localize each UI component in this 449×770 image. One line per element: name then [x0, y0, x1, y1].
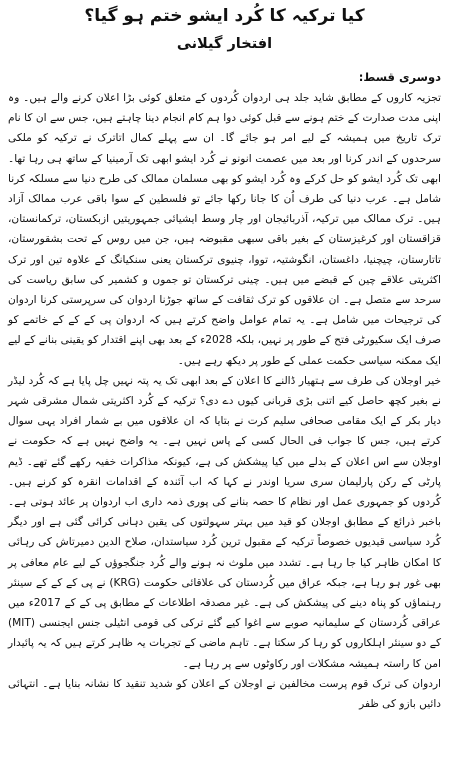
- article-paragraph: تجزیہ کاروں کے مطابق شاید جلد ہی اردوان کُردوں کے متعلق کوئی بڑا اعلان کرنے والے ہیں۔ وہ اپنی مدت صدارت کے ختم ہونے سے قبل کوئی دوا ہم کام انجام دینا چاہتے ہیں، جس سے ان کا نام ترک تاریخ میں ہمیشہ کے لیے امر ہو جائے گا۔ ان سے پہلے کمال اتاترک نے ترکیہ کو ملکی سرحدوں کے اندر کرنا اور بعد میں عصمت انونو نے کُرد ایشو ابھی تک آرمینیا کے ساتھ ہی رہا تھا۔ ابھی تک کُرد ایشو کو حل کرکے وہ کُرد ایشو کو بھی مسلمان ممالک کی طرح دنیا سے مسلکہ کرنا شامل ہے۔ عرب دنیا کی طرف اُن کا جانا رکھا جائے تو فلسطین کے سوا باقی عرب ممالک آزاد ہیں۔ ترک ممالک میں ترکیہ، آذربائیجان اور چار وسط ایشیائی جمہوریتیں ازبکستان، ترکمانستان، قزاقستان اور کرغیزستان کے بغیر باقی سبھی مقبوضہ ہیں، جن میں روس کے تحت بشقورستان، تاتارستان، چیچنیا، داغستان، انگوشتیہ، تووا، چنیوی ترکستان یعنی سنکیانگ کے علاوہ تین اور ترک اکثریتی علاقے چین کے قبضے میں ہیں۔ چینی ترکستان تو جموں و کشمیر کی سابق ریاست کی سرحد سے متصل ہے۔ ان علاقوں کو ترک ثقافت کے ساتھ جوڑنا اردوان کی سرپرستی کرنا اردوان کی ترجیحات میں شامل ہے۔ یہ تمام عوامل واضح کرتے ہیں کہ اردوان پی کے کے کے خاتمے کو صرف ایک سکیورٹی فتح کے طور پر نہیں، بلکہ 2028ء کے بعد بھی اپنے اقتدار کو یقینی بنانے کے لیے ایک ممکنہ سیاسی حکمت عملی کے طور پر دیکھ رہے ہیں۔: [8, 92, 442, 367]
- article-paragraph: خیر اوجلان کی طرف سے ہتھیار ڈالنے کا اعلان کے بعد ابھی تک یہ پتہ نہیں چل پایا ہے کہ کُرد لیڈر نے بغیر کچھ حاصل کیے اتنی بڑی قربانی کیوں دے دی؟ ترکیہ کے کُرد اکثریتی شمال مشرقی شہر دیار بکر کے ایک مقامی صحافی سلیم کرت نے بتایا کہ ان علاقوں میں بے شمار افراد یہی سوال کرتے ہیں، جس کا جواب فی الحال کسی کے پاس نہیں ہے۔ یہ واضح نہیں ہے کہ حکومت نے اوجلان سے اس اعلان کے بدلے میں کیا پیشکش کی ہے، کیونکہ مذاکرات خفیہ رکھے گئے تھے۔ ڈیم پارٹی کے رکن پارلیمان سری سریا اوندر نے کہا کہ اب آئندہ کے اقدامات انقرہ کو کرنے ہیں۔ کُردوں کو جمہوری عمل اور نظام کا حصہ بنانے کی پوری ذمہ داری اب اردوان پر عائد ہوتی ہے۔ باخبر ذرائع کے مطابق اوجلان کو قید میں بہتر سہولتوں کی یقین دہانی کرائی گئی ہے اور دیگر کُرد سیاسی قیدیوں خصوصاً ترکیہ کے مقبول ترین کُرد سیاستدان، صلاح الدین دمیرتاش کی رہائی کا امکان ظاہر کیا جا رہا ہے۔ تشدد میں ملوث نہ ہونے والے کُرد جنگجوؤں کے لیے عام معافی پر بھی غور ہو رہا ہے، جبکہ عراق میں کُردستان کی علاقائی حکومت (KRG) نے پی کے کے کے سینئر رہنماؤں کو پناہ دینے کی پیشکش کی ہے۔ غیر مصدقہ اطلاعات کے مطابق پی کے کے 2017ء میں عراقی کُردستان کے سلیمانیہ صوبے سے اغوا کیے گئے ترکی کی قومی انٹیلی جنس ایجنسی (MIT) کے دو سینئر اہلکاروں کو رہا کر سکتا ہے۔ تاہم ماضی کے تجربات یہ ظاہر کرتے ہیں کہ یہ پائیدار امن کا راستہ ہمیشہ مشکلات اور رکاوٹوں سے پر رہا ہے۔: [8, 374, 441, 670]
- article-headline: کیا ترکیہ کا کُرد ایشو ختم ہو گیا؟: [84, 6, 365, 26]
- article-paragraph: اردوان کی ترک قوم پرست مخالفین نے اوجلان کے اعلان کو شدید تنقید کا نشانہ بنایا ہے۔ انتہائی دائیں بازو کی ظفر: [8, 677, 441, 711]
- section-label: دوسری قسط:: [358, 70, 441, 84]
- article-byline: افتخار گیلانی: [176, 36, 273, 52]
